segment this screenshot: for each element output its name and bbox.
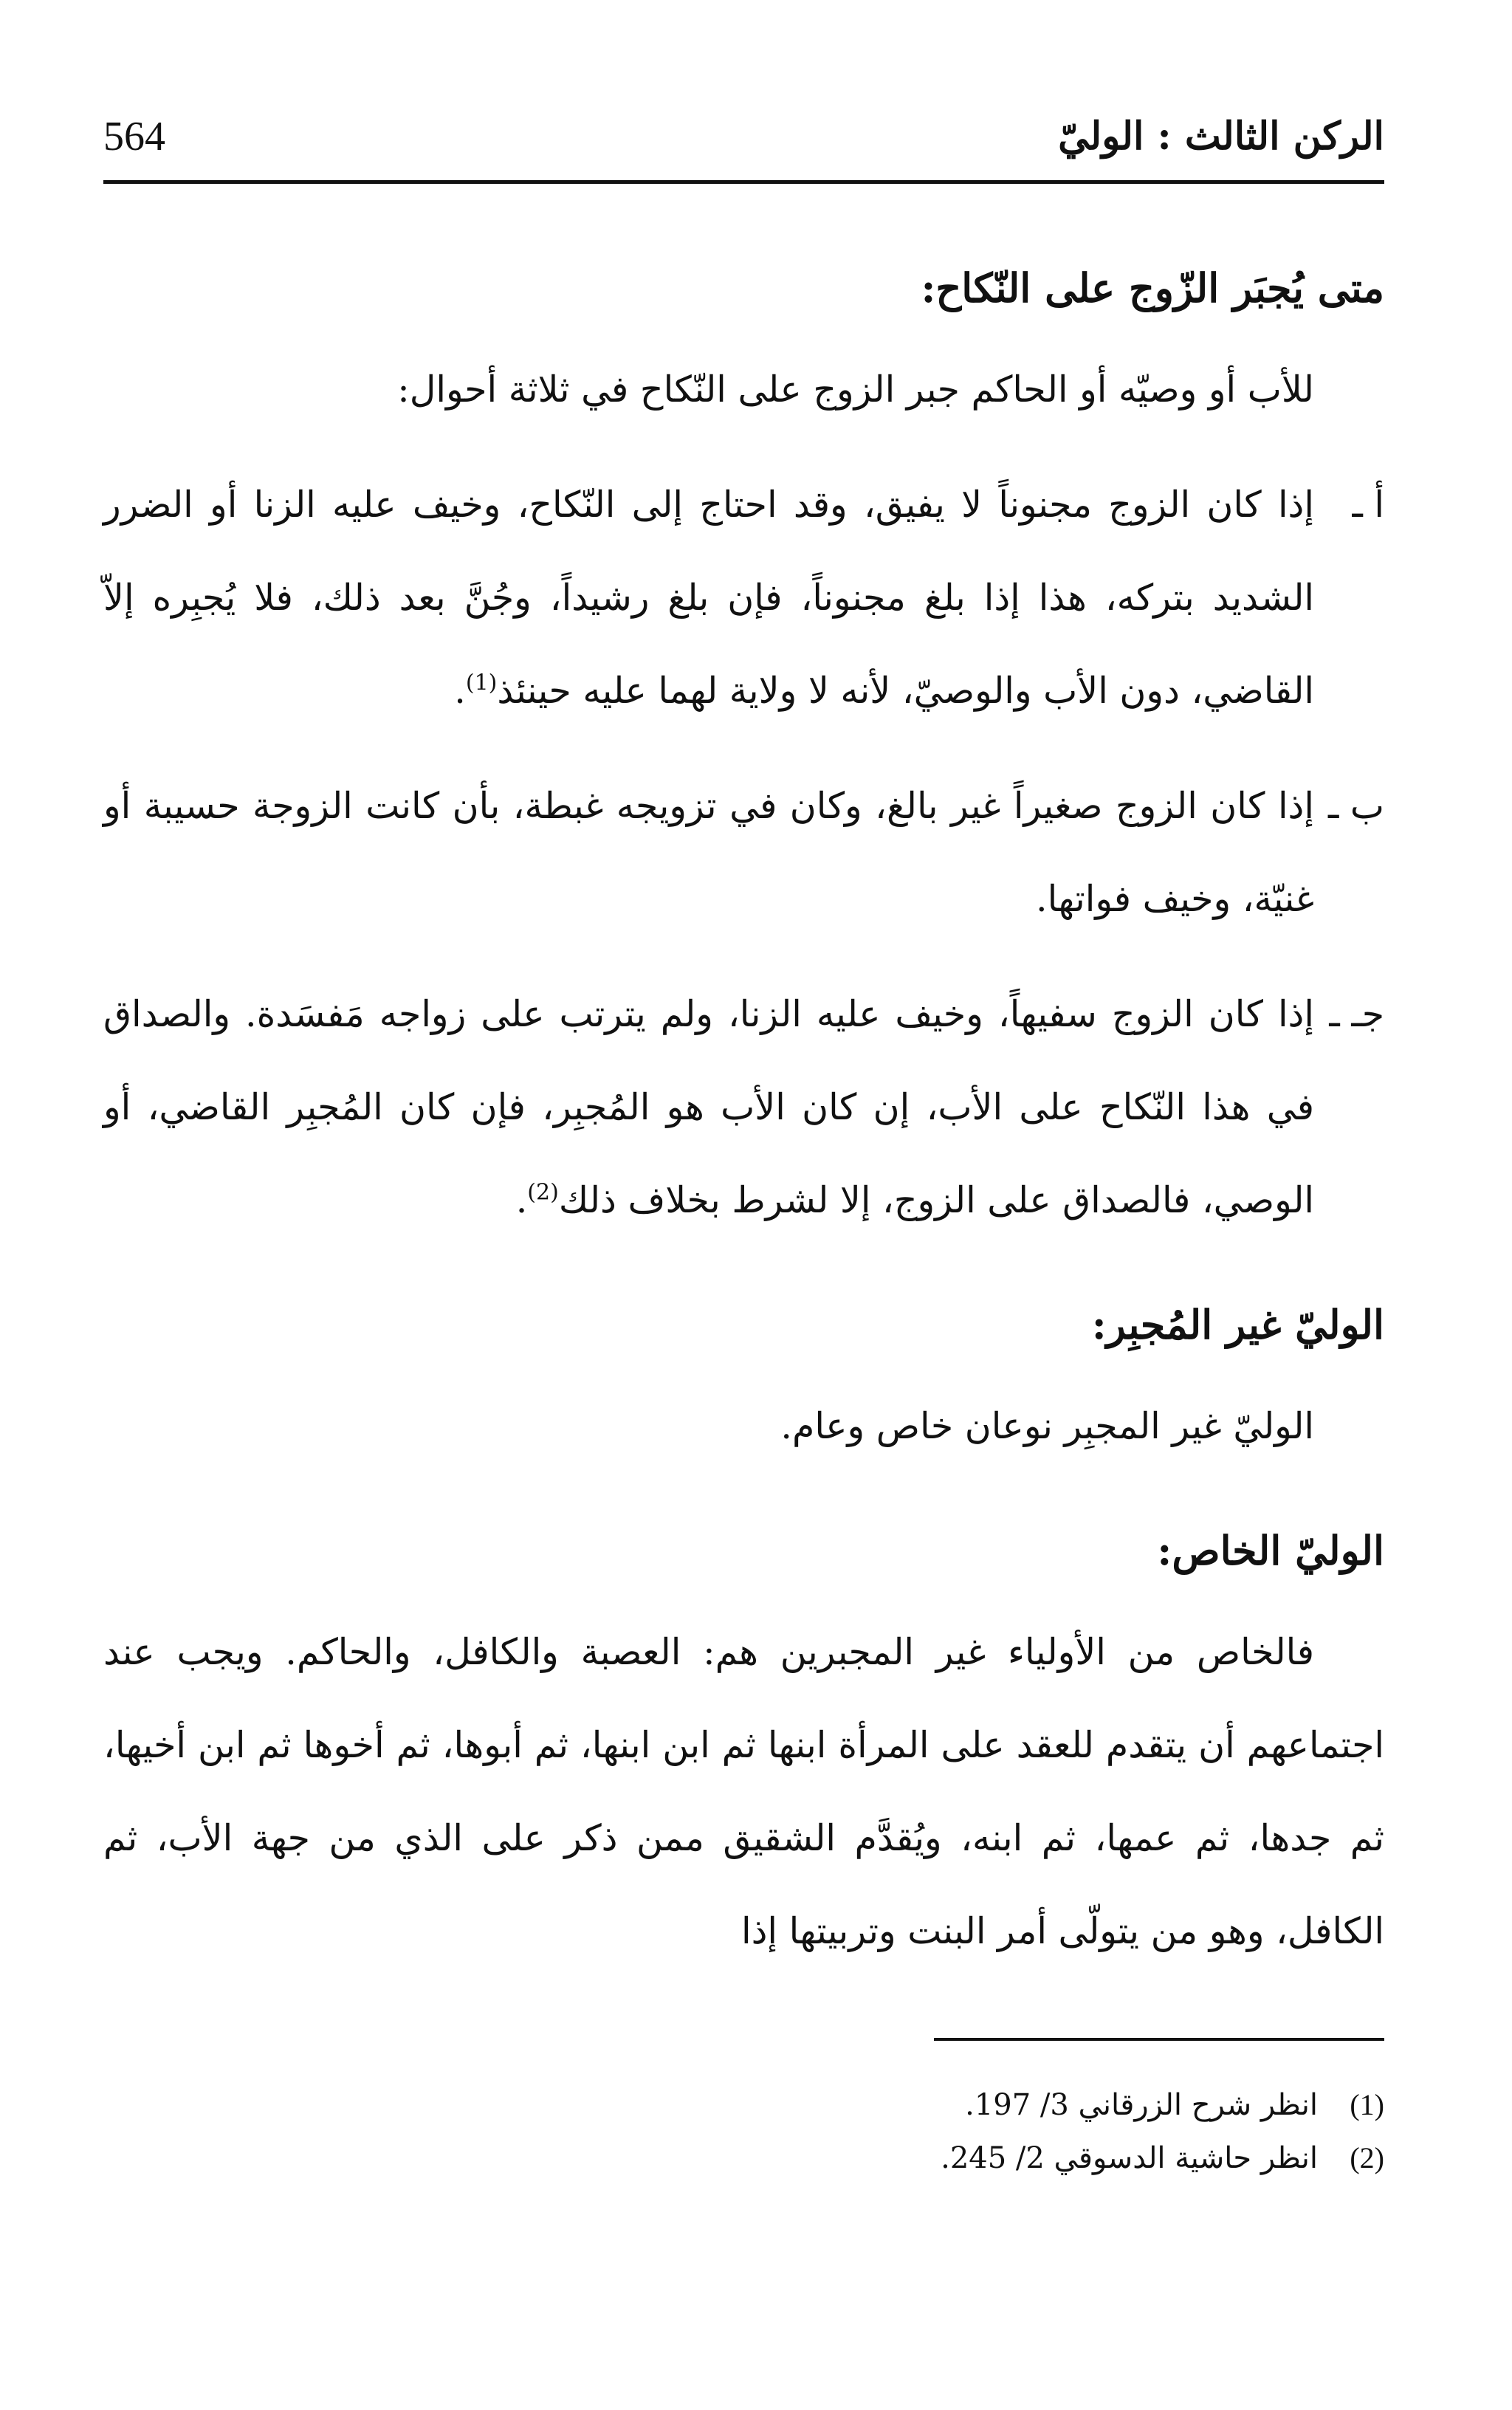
book-page [103,0,1384,2410]
section-intro: للأب أو وصيّه أو الحاكم جبر الزوج على النّكاح في ثلاثة أحوال: [397,368,1314,411]
section-paragraph: فالخاص من الأولياء غير المجبرين هم: العصبة والكافل، والحاكم. ويجب عند اجتماعهم أن يتقدم للعقد على المرأة ابنها ثم ابن ابنها، ثم أبوها، ثم أخوها ثم ابن أخيها، ثم جدها، ثم عمها، ثم ابنه، ويُقدَّم الشقيق ممن ذكر على الذي من جهة الأب، ثم الكافل، وهو من يتولّى أمر البنت وتربيتها إذا [103,1631,1384,1952]
body-text [103,255,1384,1978]
footnotes [103,2078,1384,2185]
list-item-marker: جـ ـ [1329,993,1384,1035]
section-heading-forced-marriage: متى يُجبَر الزّوج على النّكاح: [921,264,1384,312]
section-paragraph: الوليّ غير المجبِر نوعان خاص وعام. [780,1405,1314,1447]
section-heading-special-guardian: الوليّ الخاص: [1157,1527,1384,1574]
footnote-number: (1) [1350,2088,1384,2121]
list-item-marker: أ ـ [1352,484,1384,526]
header-rule [103,180,1384,184]
section-heading-non-compelling-guardian: الوليّ غير المُجبِر: [1091,1301,1384,1348]
footnote-text: انظر شرح الزرقاني 3/ 197. [965,2088,1318,2122]
running-title: الركن الثالث : الوليّ [1058,114,1384,159]
list-item [103,968,1384,1247]
footnote [103,2078,1384,2132]
running-header [103,111,1384,170]
page-number: 564 [103,114,165,159]
list-item-text: إذا كان الزوج مجنوناً لا يفيق، وقد احتاج إلى النّكاح، وخيف عليه الزنا أو الضرر الشديد بتركه، هذا إذا بلغ مجنوناً، فإن بلغ رشيداً، وجُنَّ بعد ذلك، فلا يُجبِره إلاّ القاضي، دون الأب والوصيّ، لأنه لا ولاية لهما عليه حينئذ$^{(1)}$. [103,484,1314,712]
footnote-ref: (2) [527,1179,559,1206]
list-item [103,459,1384,738]
footnote-text: انظر حاشية الدسوقي 2/ 245. [941,2141,1318,2175]
list-item-text: إذا كان الزوج صغيراً غير بالغ، وكان في تزويجه غبطة، بأن كانت الزوجة حسيبة أو غنيّة، وخيف فواتها. [103,785,1314,920]
footnote [103,2132,1384,2185]
footnote-ref: (1) [465,670,498,696]
footnote-rule [934,2038,1384,2041]
list-item [103,760,1384,946]
list-item-marker: ب ـ [1327,785,1384,827]
footnote-number: (2) [1350,2141,1384,2174]
list-item-text: إذا كان الزوج سفيهاً، وخيف عليه الزنا، ولم يترتب على زواجه مَفسَدة. والصداق في هذا النّكاح على الأب، إن كان الأب هو المُجبِر، فإن كان المُجبِر القاضي، أو الوصي، فالصداق على الزوج، إلا لشرط بخلاف ذلك$^{(2)}$. [103,993,1314,1221]
